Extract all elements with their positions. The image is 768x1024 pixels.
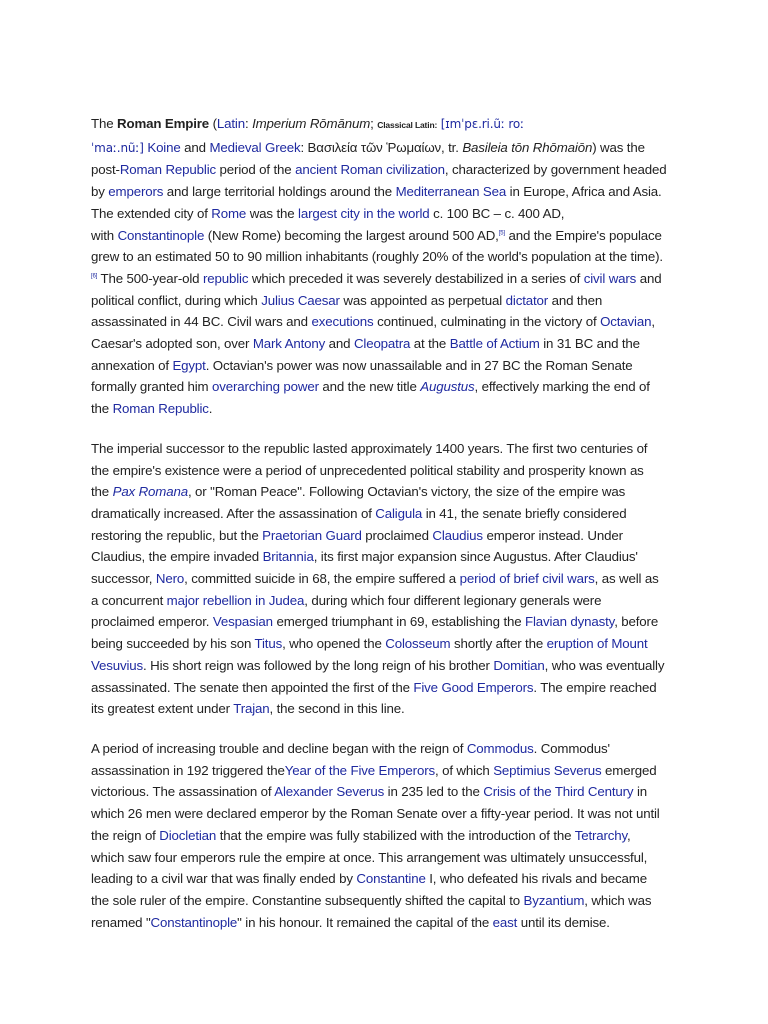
- text-run: The 500-year-old: [97, 270, 203, 286]
- text-run: and the new title: [318, 379, 421, 395]
- link-overarching-power[interactable]: overarching power: [212, 379, 319, 395]
- link-eruption-vesuvius[interactable]: eruption of Mount: [546, 636, 648, 652]
- text-run: was the: [246, 205, 299, 221]
- text-run: leading to a civil war that was finally ended by: [91, 871, 357, 887]
- link-roman-republic[interactable]: Roman Republic: [119, 162, 217, 178]
- link-britannia[interactable]: Britannia: [262, 549, 314, 565]
- text-run: . The empire reached: [533, 679, 657, 695]
- link-octavian[interactable]: Octavian: [600, 314, 652, 330]
- link-cleopatra[interactable]: Cleopatra: [353, 336, 411, 352]
- text-run: assassinated in 44 BC. Civil wars and: [91, 314, 312, 330]
- link-medieval-greek[interactable]: Medieval Greek: [209, 139, 301, 155]
- text-run: and the Empire's populace: [504, 227, 662, 243]
- text-run: , of which: [434, 762, 494, 778]
- text-run: the: [91, 401, 113, 417]
- link-tetrarchy[interactable]: Tetrarchy: [574, 827, 628, 843]
- ref-5[interactable]: [5]: [498, 230, 505, 237]
- text-run: (New Rome) becoming the largest around 500 AD,: [204, 227, 499, 243]
- text-run: successor,: [91, 571, 156, 587]
- link-latin[interactable]: Latin: [216, 116, 245, 131]
- link-flavian-dynasty[interactable]: Flavian dynasty: [525, 614, 615, 630]
- text-run: , or "Roman Peace". Following Octavian's victory, the size of the empire was: [187, 484, 626, 500]
- text-run: the empire's existence were a period of unprecedented political stability and prosperity known as: [91, 462, 644, 478]
- text-run: ;: [370, 116, 378, 131]
- text-run: with: [91, 227, 118, 243]
- link-constantine[interactable]: Constantine: [356, 871, 426, 887]
- link-emperors[interactable]: emperors: [108, 184, 164, 200]
- text-run: restoring the republic, but the: [91, 527, 263, 543]
- text-run: in: [633, 784, 648, 800]
- link-five-good-emperors[interactable]: Five Good Emperors: [413, 679, 534, 695]
- text-run: :: [244, 116, 253, 131]
- text-run: and then: [548, 292, 603, 308]
- text-run: .: [208, 401, 213, 417]
- text-run: period of the: [216, 162, 296, 178]
- text-run: , as well as: [594, 571, 659, 587]
- text-run: ) was the: [592, 139, 645, 155]
- link-colosseum[interactable]: Colosseum: [385, 636, 451, 652]
- link-ancient-roman-civilization[interactable]: ancient Roman civilization: [295, 162, 445, 178]
- link-egypt[interactable]: Egypt: [172, 357, 206, 373]
- text-run: a concurrent: [91, 592, 167, 608]
- text-run: Imperium Rōmānum: [252, 116, 371, 131]
- text-run: Classical Latin:: [377, 120, 438, 130]
- text-run: , before: [614, 614, 659, 630]
- link-civil-wars[interactable]: civil wars: [583, 270, 637, 286]
- text-run: . Octavian's power was now unassailable and in 27 BC the Roman Senate: [205, 357, 633, 373]
- link-ipa-cont[interactable]: ˈmaː.nũː]: [91, 140, 144, 155]
- text-run: which preceded it was severely destabilized in a series of: [248, 270, 584, 286]
- link-commodus[interactable]: Commodus: [466, 740, 534, 756]
- text-run: The imperial successor to the republic lasted approximately 1400 years. The first two centuries of: [91, 440, 648, 456]
- text-run: and large territorial holdings around the: [163, 184, 396, 200]
- link-constantinople-2[interactable]: Constantinople: [150, 914, 238, 930]
- text-run: at the: [410, 336, 450, 352]
- text-run: which 26 men were declared emperor by the Roman Senate over a fifty-year period. It was not until: [91, 806, 660, 822]
- link-koine[interactable]: Koine: [147, 139, 181, 155]
- text-run: , the second in this line.: [269, 701, 405, 717]
- text-run: proclaimed: [361, 527, 433, 543]
- paragraph: [91, 113, 679, 420]
- text-run: the reign of: [91, 827, 160, 843]
- text-run: , during which four different legionary generals were: [304, 592, 602, 608]
- link-mediterranean-sea[interactable]: Mediterranean Sea: [395, 184, 507, 200]
- text-run: continued, culminating in the victory of: [373, 314, 601, 330]
- text-run: , committed suicide in 68, the empire suffered a: [184, 571, 460, 587]
- text-run: until its demise.: [517, 914, 610, 930]
- text-run: in 31 BC and the: [539, 336, 640, 352]
- text-run: in 235 led to the: [384, 784, 484, 800]
- text-run: victorious. The assassination of: [91, 784, 275, 800]
- link-septimius-severus[interactable]: Septimius Severus: [493, 762, 602, 778]
- link-trajan[interactable]: Trajan: [233, 701, 270, 717]
- text-run: Caesar's adopted son, over: [91, 336, 253, 352]
- text-run: A period of increasing trouble and decline began with the reign of: [91, 740, 467, 756]
- text-run: grew to an estimated 50 to 90 million inhabitants (roughly 20% of the world's population at the time).: [91, 249, 663, 265]
- text-run: Roman Empire: [117, 116, 210, 131]
- link-brief-civil-wars[interactable]: period of brief civil wars: [459, 571, 595, 587]
- text-run: assassinated. The senate then appointed the first of the: [91, 679, 414, 695]
- link-rome[interactable]: Rome: [211, 205, 247, 221]
- link-dictator[interactable]: dictator: [505, 292, 549, 308]
- text-run: I, who defeated his rivals and became: [425, 871, 647, 887]
- link-republic[interactable]: republic: [202, 270, 249, 286]
- text-run: and: [180, 139, 210, 155]
- text-run: its greatest extent under: [91, 701, 234, 717]
- text-run: emerged triumphant in 69, establishing the: [272, 614, 526, 630]
- link-east[interactable]: east: [492, 914, 518, 930]
- text-run: shortly after the: [450, 636, 547, 652]
- link-praetorian-guard[interactable]: Praetorian Guard: [262, 527, 362, 543]
- text-run: , who opened the: [282, 636, 386, 652]
- text-run: ,: [627, 827, 631, 843]
- paragraph: [91, 738, 679, 933]
- text-run: emperor instead. Under: [482, 527, 623, 543]
- link-mark-antony[interactable]: Mark Antony: [252, 336, 326, 352]
- text-run: : Βασιλεία τῶν Ῥωμαίων, tr.: [300, 139, 463, 155]
- link-alexander-severus[interactable]: Alexander Severus: [274, 784, 385, 800]
- text-run: dramatically increased. After the assassination of: [91, 505, 376, 521]
- text-run: the sole ruler of the empire. Constantine subsequently shifted the capital to: [91, 892, 524, 908]
- link-battle-of-actium[interactable]: Battle of Actium: [449, 336, 540, 352]
- text-run: was appointed as perpetual: [339, 292, 506, 308]
- text-run: assassination in 192 triggered the: [91, 762, 285, 778]
- text-run: by: [91, 184, 109, 200]
- link-titus[interactable]: Titus: [254, 636, 283, 652]
- text-run: annexation of: [91, 357, 173, 373]
- text-run: , who was eventually: [544, 657, 665, 673]
- link-constantinople[interactable]: Constantinople: [117, 227, 205, 243]
- text-run: , its first major expansion since Augustus. After Claudius': [313, 549, 638, 565]
- article-body: [91, 113, 679, 951]
- text-run: , effectively marking the end of: [474, 379, 650, 395]
- link-eruption-vesuvius-cont[interactable]: Vesuvius: [91, 657, 144, 673]
- text-run: and: [636, 270, 662, 286]
- link-ipa[interactable]: [ɪmˈpɛ.ri.ũː roː: [440, 117, 524, 131]
- link-pax-romana[interactable]: Pax Romana: [112, 484, 188, 500]
- text-run: . His short reign was followed by the long reign of his brother: [143, 657, 494, 673]
- link-largest-city[interactable]: largest city in the world: [298, 205, 430, 221]
- text-run: proclaimed emperor.: [91, 614, 213, 630]
- link-diocletian[interactable]: Diocletian: [159, 827, 217, 843]
- link-augustus[interactable]: Augustus: [420, 379, 475, 395]
- link-nero[interactable]: Nero: [155, 571, 185, 587]
- text-run: renamed ": [91, 914, 151, 930]
- text-run: Basileia tōn Rhōmaiōn: [462, 139, 593, 155]
- text-run: which saw four emperors rule the empire at once. This arrangement was ultimately unsuccessful,: [91, 849, 648, 865]
- link-julius-caesar[interactable]: Julius Caesar: [261, 292, 340, 308]
- text-run: , which was: [584, 892, 652, 908]
- link-crisis-third-century[interactable]: Crisis of the Third Century: [483, 784, 634, 800]
- text-run: , characterized by government headed: [444, 162, 667, 178]
- text-run: that the empire was fully stabilized with the introduction of the: [216, 827, 575, 843]
- text-run: The: [91, 116, 118, 131]
- text-run: The extended city of: [91, 205, 212, 221]
- link-vespasian[interactable]: Vespasian: [212, 614, 273, 630]
- paragraph: [91, 438, 679, 720]
- link-byzantium[interactable]: Byzantium: [523, 892, 585, 908]
- text-run: formally granted him: [91, 379, 213, 395]
- link-domitian[interactable]: Domitian: [493, 657, 545, 673]
- text-run: " in his honour. It remained the capital of the: [237, 914, 493, 930]
- text-run: Claudius, the empire invaded: [91, 549, 263, 565]
- ref-6[interactable]: [6]: [91, 273, 98, 280]
- link-year-five-emperors[interactable]: Year of the Five Emperors: [284, 762, 435, 778]
- text-run: political conflict, during which: [91, 292, 262, 308]
- link-caligula[interactable]: Caligula: [375, 505, 423, 521]
- link-claudius[interactable]: Claudius: [432, 527, 483, 543]
- text-run: . Commodus': [533, 740, 610, 756]
- text-run: emerged: [601, 762, 657, 778]
- link-roman-republic-2[interactable]: Roman Republic: [112, 401, 209, 417]
- link-rebellion-judea[interactable]: major rebellion in Judea: [166, 592, 305, 608]
- text-run: the: [91, 484, 113, 500]
- text-run: being succeeded by his son: [91, 636, 255, 652]
- text-run: ,: [651, 314, 655, 330]
- text-run: post-: [91, 162, 120, 178]
- text-run: in Europe, Africa and Asia.: [506, 184, 662, 200]
- text-run: in 41, the senate briefly considered: [422, 505, 627, 521]
- text-run: and: [325, 336, 354, 352]
- text-run: c. 100 BC – c. 400 AD,: [429, 205, 565, 221]
- link-executions[interactable]: executions: [311, 314, 374, 330]
- text-run: (: [209, 116, 217, 131]
